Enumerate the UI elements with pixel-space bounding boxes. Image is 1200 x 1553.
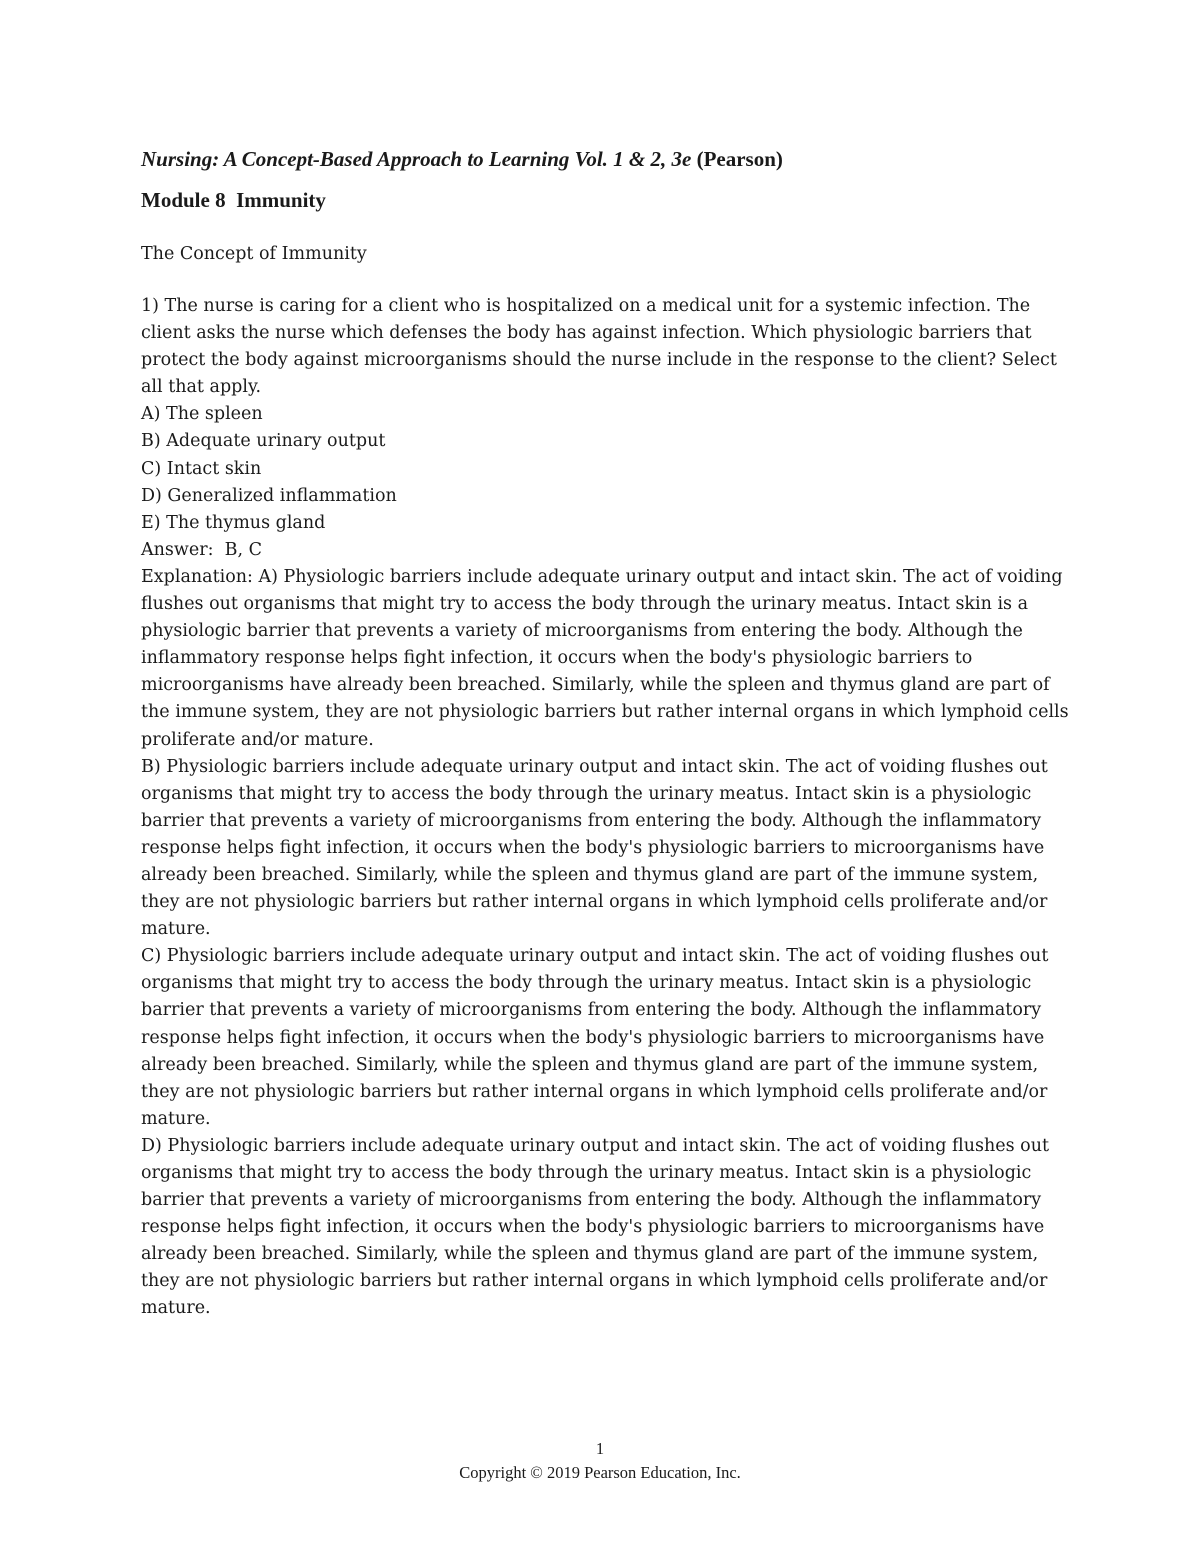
option-d: D) Generalized inflammation <box>141 485 397 506</box>
explanation-b: B) Physiologic barriers include adequate urinary output and intact skin. The act of voiding flushes out organisms that might try to access the body through the urinary meatus. Intact skin is a physiologic barrier that prevents a variety of microorganisms from entering the body. Although the inflammatory response helps fight infection, it occurs when the body's physiologic barriers to microorganisms have already been breached. Similarly, while the spleen and thymus gland are part of the immune system, they are not physiologic barriers but rather internal organs in which lymphoid cells proliferate and/or mature. <box>141 756 1048 940</box>
module-heading: Module 8 Immunity <box>141 188 326 212</box>
concept-heading: The Concept of Immunity <box>141 244 367 264</box>
question-block <box>141 293 1071 1323</box>
publisher: (Pearson) <box>691 147 783 171</box>
book-title-line <box>141 145 783 173</box>
page-number: 1 <box>595 1439 605 1458</box>
copyright-notice: Copyright © 2019 Pearson Education, Inc. <box>459 1463 741 1482</box>
question-stem: 1) The nurse is caring for a client who is hospitalized on a medical unit for a systemic infection. The client asks the nurse which defenses the body has against infection. Which physiologic barriers that protect the body against microorganisms should the nurse include in the response to the client? Select all that apply. <box>141 296 1057 398</box>
explanation-d: D) Physiologic barriers include adequate urinary output and intact skin. The act of voiding flushes out organisms that might try to access the body through the urinary meatus. Intact skin is a physiologic barrier that prevents a variety of microorganisms from entering the body. Although the inflammatory response helps fight infection, it occurs when the body's physiologic barriers to microorganisms have already been breached. Similarly, while the spleen and thymus gland are part of the immune system, they are not physiologic barriers but rather internal organs in which lymphoid cells proliferate and/or mature. <box>141 1135 1049 1319</box>
explanation-a: Explanation: A) Physiologic barriers include adequate urinary output and intact skin. The act of voiding flushes out organisms that might try to access the body through the urinary meatus. Intact skin is a physiologic barrier that prevents a variety of microorganisms from entering the body. Although the inflammatory response helps fight infection, it occurs when the body's physiologic barriers to microorganisms have already been breached. Similarly, while the spleen and thymus gland are part of the immune system, they are not physiologic barriers but rather internal organs in which lymphoid cells proliferate and/or mature. <box>141 566 1069 750</box>
option-c: C) Intact skin <box>141 458 262 479</box>
option-e: E) The thymus gland <box>141 512 326 533</box>
book-title: Nursing: A Concept-Based Approach to Learning Vol. 1 & 2, 3e <box>141 147 692 171</box>
explanation-c: C) Physiologic barriers include adequate urinary output and intact skin. The act of voiding flushes out organisms that might try to access the body through the urinary meatus. Intact skin is a physiologic barrier that prevents a variety of microorganisms from entering the body. Although the inflammatory response helps fight infection, it occurs when the body's physiologic barriers to microorganisms have already been breached. Similarly, while the spleen and thymus gland are part of the immune system, they are not physiologic barriers but rather internal organs in which lymphoid cells proliferate and/or mature. <box>141 946 1049 1129</box>
option-a: A) The spleen <box>141 404 263 425</box>
option-b: B) Adequate urinary output <box>141 431 386 452</box>
answer: Answer: B, C <box>141 539 262 560</box>
